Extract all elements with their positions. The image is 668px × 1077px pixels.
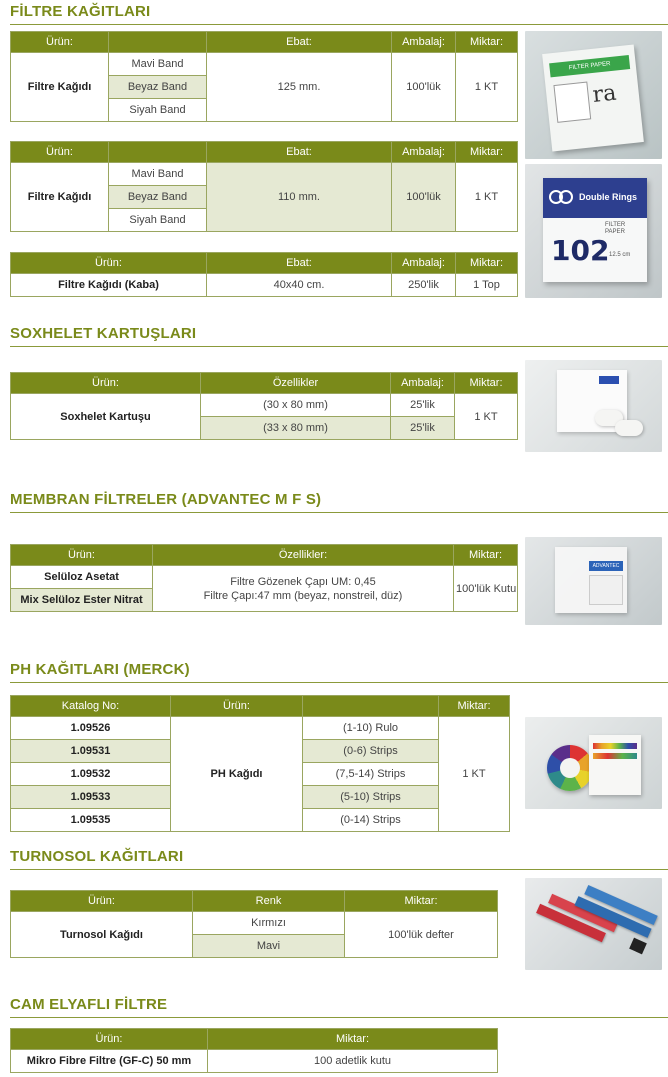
soxhelet-table — [10, 372, 518, 440]
section-divider — [10, 1017, 668, 1018]
section-title-filtre: FİLTRE KAĞITLARI — [10, 3, 151, 20]
header-ebat: Ebat: — [207, 253, 392, 274]
katalog-cell: 1.09533 — [11, 786, 171, 809]
section-title-cam: CAM ELYAFLI FİLTRE — [10, 996, 168, 1013]
turnosol-table — [10, 890, 498, 958]
ambalaj-cell: 100'lük — [392, 53, 456, 122]
section-divider — [10, 346, 668, 347]
product-name: PH Kağıdı — [171, 717, 303, 832]
ozellik-cell: (33 x 80 mm) — [201, 417, 391, 440]
ph-color-scale — [593, 743, 637, 749]
product-name: Mikro Fibre Filtre (GF-C) 50 mm — [11, 1050, 208, 1073]
miktar-cell: 100'lük Kutu — [454, 566, 518, 612]
filter-paper-box — [542, 44, 644, 151]
advantec-box — [555, 547, 627, 613]
band-cell: Beyaz Band — [109, 76, 207, 99]
header-katalog: Katalog No: — [11, 696, 171, 717]
ebat-cell: 40x40 cm. — [207, 274, 392, 297]
ring-icon — [559, 190, 573, 204]
katalog-cell: 1.09535 — [11, 809, 171, 832]
miktar-cell: 1 KT — [456, 53, 518, 122]
section-title-ph: PH KAĞITLARI (MERCK) — [10, 661, 190, 678]
miktar-cell: 100 adetlik kutu — [208, 1050, 498, 1073]
ph-strips-box — [589, 735, 641, 795]
header-blank — [109, 142, 207, 163]
ph-color-scale — [593, 753, 637, 759]
header-urun: Ürün: — [11, 891, 193, 912]
miktar-cell: 100'lük defter — [345, 912, 498, 958]
section-divider — [10, 512, 668, 513]
header-miktar: Miktar: — [455, 373, 518, 394]
header-renk: Renk — [193, 891, 345, 912]
header-blank — [303, 696, 439, 717]
header-miktar: Miktar: — [208, 1029, 498, 1050]
renk-cell: Kırmızı — [193, 912, 345, 935]
tip-cell: (1-10) Rulo — [303, 717, 439, 740]
header-miktar: Miktar: — [345, 891, 498, 912]
double-rings-brand: Double Rings — [579, 192, 637, 202]
katalog-cell: 1.09532 — [11, 763, 171, 786]
header-miktar: Miktar: — [439, 696, 510, 717]
miktar-cell: 1 KT — [439, 717, 510, 832]
ebat-cell: 110 mm. — [207, 163, 392, 232]
katalog-cell: 1.09526 — [11, 717, 171, 740]
header-ambalaj: Ambalaj: — [392, 253, 456, 274]
double-rings-band — [543, 178, 647, 218]
product-name: Mix Selüloz Ester Nitrat — [11, 589, 153, 612]
product-name: Filtre Kağıdı (Kaba) — [11, 274, 207, 297]
band-cell: Mavi Band — [109, 163, 207, 186]
header-ozellikler: Özellikler — [201, 373, 391, 394]
double-rings-size: 12.5 cm — [609, 252, 631, 258]
header-urun: Ürün: — [11, 142, 109, 163]
filtre-table-3 — [10, 252, 518, 297]
soxhelet-box-label — [599, 376, 619, 384]
band-cell: Mavi Band — [109, 53, 207, 76]
ambalaj-cell: 25'lik — [391, 394, 455, 417]
filter-paper-product-image — [525, 31, 662, 159]
thimble — [615, 420, 643, 436]
renk-cell: Mavi — [193, 935, 345, 958]
tip-cell: (0-6) Strips — [303, 740, 439, 763]
band-cell: Beyaz Band — [109, 186, 207, 209]
header-urun: Ürün: — [11, 1029, 208, 1050]
header-urun: Ürün: — [171, 696, 303, 717]
ambalaj-cell: 25'lik — [391, 417, 455, 440]
section-divider — [10, 24, 668, 25]
header-ambalaj: Ambalaj: — [392, 142, 456, 163]
filter-paper-label: FILTER PAPER — [549, 55, 630, 77]
header-ambalaj: Ambalaj: — [392, 32, 456, 53]
product-name: Filtre Kağıdı — [11, 163, 109, 232]
miktar-cell: 1 Top — [456, 274, 518, 297]
filter-paper-logo: ra — [591, 80, 618, 108]
katalog-cell: 1.09531 — [11, 740, 171, 763]
tip-cell: (7,5-14) Strips — [303, 763, 439, 786]
header-miktar: Miktar: — [456, 253, 518, 274]
ozellik-cell — [153, 566, 454, 612]
ozellik-cell: (30 x 80 mm) — [201, 394, 391, 417]
band-cell: Siyah Band — [109, 99, 207, 122]
product-name: Turnosol Kağıdı — [11, 912, 193, 958]
double-rings-box — [543, 178, 647, 282]
filtre-table-2 — [10, 141, 518, 232]
membran-table — [10, 544, 518, 612]
ambalaj-cell: 250'lik — [392, 274, 456, 297]
header-ambalaj: Ambalaj: — [391, 373, 455, 394]
cam-table — [10, 1028, 498, 1073]
section-title-turnosol: TURNOSOL KAĞITLARI — [10, 848, 184, 865]
header-urun: Ürün: — [11, 373, 201, 394]
filtre-table-1 — [10, 31, 518, 122]
ph-table — [10, 695, 510, 832]
header-miktar: Miktar: — [454, 545, 518, 566]
section-divider — [10, 869, 668, 870]
header-ozellikler: Özellikler: — [153, 545, 454, 566]
header-blank — [109, 32, 207, 53]
header-urun: Ürün: — [11, 32, 109, 53]
booklet-cover — [629, 938, 647, 955]
advantec-label — [589, 575, 623, 605]
ph-wheel-center — [560, 758, 580, 778]
soxhelet-product-image — [525, 360, 662, 452]
header-miktar: Miktar: — [456, 142, 518, 163]
double-rings-label-1: FILTER — [605, 222, 626, 228]
section-title-soxhelet: SOXHELET KARTUŞLARI — [10, 325, 197, 342]
miktar-cell: 1 KT — [456, 163, 518, 232]
ambalaj-cell: 100'lük — [392, 163, 456, 232]
header-ebat: Ebat: — [207, 142, 392, 163]
filter-paper-sticker — [553, 82, 591, 123]
product-name: Soxhelet Kartuşu — [11, 394, 201, 440]
product-name: Selüloz Asetat — [11, 566, 153, 589]
band-cell: Siyah Band — [109, 209, 207, 232]
header-ebat: Ebat: — [207, 32, 392, 53]
header-urun: Ürün: — [11, 545, 153, 566]
advantec-product-image — [525, 537, 662, 625]
section-title-membran: MEMBRAN FİLTRELER (ADVANTEC M F S) — [10, 491, 322, 508]
double-rings-label-2: PAPER — [605, 229, 625, 235]
advantec-brand: ADVANTEC — [589, 561, 623, 571]
header-miktar: Miktar: — [456, 32, 518, 53]
double-rings-product-image — [525, 164, 662, 298]
ozellik-line: Filtre Gözenek Çapı UM: 0,45 — [230, 575, 376, 588]
header-urun: Ürün: — [11, 253, 207, 274]
litmus-paper-product-image — [525, 878, 662, 970]
ph-color-wheel — [547, 745, 593, 791]
section-divider — [10, 682, 668, 683]
ozellik-line: Filtre Çapı:47 mm (beyaz, nonstreil, düz) — [203, 589, 403, 602]
tip-cell: (0-14) Strips — [303, 809, 439, 832]
ph-paper-product-image — [525, 717, 662, 809]
tip-cell: (5-10) Strips — [303, 786, 439, 809]
product-name: Filtre Kağıdı — [11, 53, 109, 122]
miktar-cell: 1 KT — [455, 394, 518, 440]
ebat-cell: 125 mm. — [207, 53, 392, 122]
double-rings-number: 102 — [551, 234, 610, 267]
